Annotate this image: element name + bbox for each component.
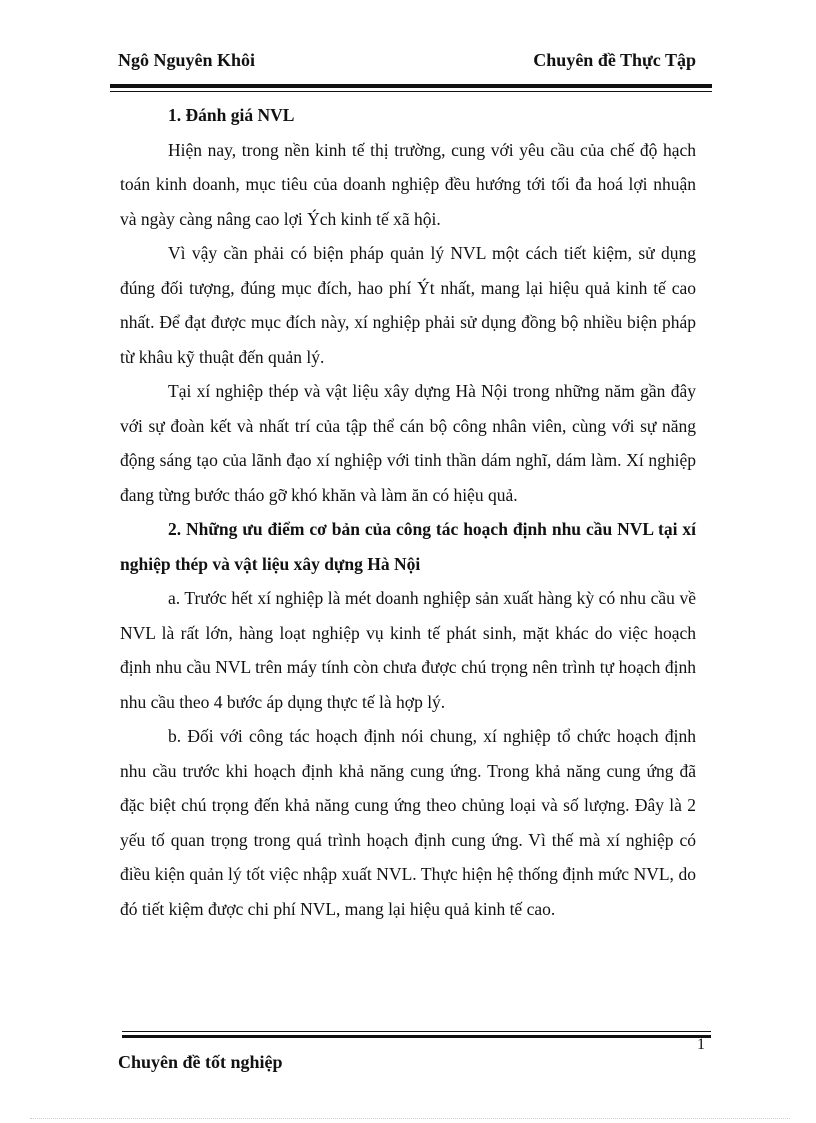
header-rule-thin: [110, 91, 712, 92]
paragraph-4: a. Trước hết xí nghiệp là mét doanh nghiệp sản xuất hàng kỳ có nhu cầu về NVL là rất lớn, hàng loạt nghiệp vụ kinh tế phát sinh, mặt khác do việc hoạch định nhu cầu NVL trên máy tính còn chưa được chú trọng nên trình tự hoạch định nhu cầu theo 4 bước áp dụng thực tế là hợp lý.: [120, 588, 696, 712]
page-header: [118, 50, 696, 71]
paragraph-2: Vì vậy cần phải có biện pháp quản lý NVL một cách tiết kiệm, sử dụng đúng đối tượng, đúng mục đích, hao phí Ýt nhất, mang lại hiệu quả kinh tế cao nhất. Để đạt được mục đích này, xí nghiệp phải sử dụng đồng bộ nhiều biện pháp từ khâu kỹ thuật đến quản lý.: [120, 243, 696, 367]
footer-label: Chuyên đề tốt nghiệp: [118, 1052, 283, 1072]
page-edge-divider: [30, 1118, 790, 1119]
header-rule-thick: [110, 84, 712, 88]
document-body: [120, 98, 696, 926]
paragraph-3: Tại xí nghiệp thép và vật liệu xây dựng Hà Nội trong những năm gần đây với sự đoàn kết và nhất trí của tập thể cán bộ công nhân viên, cùng với sự năng động sáng tạo của lãnh đạo xí nghiệp với tinh thần dám nghĩ, dám làm. Xí nghiệp đang từng bước tháo gỡ khó khăn và làm ăn có hiệu quả.: [120, 381, 696, 505]
section-heading-1: 1. Đánh giá NVL: [168, 105, 295, 125]
footer-rule-thin: [122, 1031, 711, 1032]
footer-rule-thick: [122, 1035, 711, 1038]
header-title: Chuyên đề Thực Tập: [533, 50, 696, 70]
section-heading-2: 2. Những ưu điểm cơ bản của công tác hoạch định nhu cầu NVL tại xí nghiệp thép và vật liệu xây dựng Hà Nội: [120, 519, 696, 574]
paragraph-1: Hiện nay, trong nền kinh tế thị trường, cung với yêu cầu của chế độ hạch toán kinh doanh, mục tiêu của doanh nghiệp đều hướng tới tối đa hoá lợi nhuận và ngày càng nâng cao lợi Ých kinh tế xã hội.: [120, 139, 696, 229]
page-number: 1: [697, 1036, 705, 1053]
paragraph-5: b. Đối với công tác hoạch định nói chung, xí nghiệp tổ chức hoạch định nhu cầu trước khi hoạch định khả năng cung ứng. Trong khả năng cung ứng đã đặc biệt chú trọng đến khả năng cung ứng theo chủng loại và số lượng. Đây là 2 yếu tố quan trọng trong quá trình hoạch định cung ứng. Vì thế mà xí nghiệp có điều kiện quản lý tốt việc nhập xuất NVL. Thực hiện hệ thống định mức NVL, do đó tiết kiệm được chi phí NVL, mang lại hiệu quả kinh tế cao.: [120, 726, 696, 919]
header-author: Ngô Nguyên Khôi: [118, 50, 256, 70]
